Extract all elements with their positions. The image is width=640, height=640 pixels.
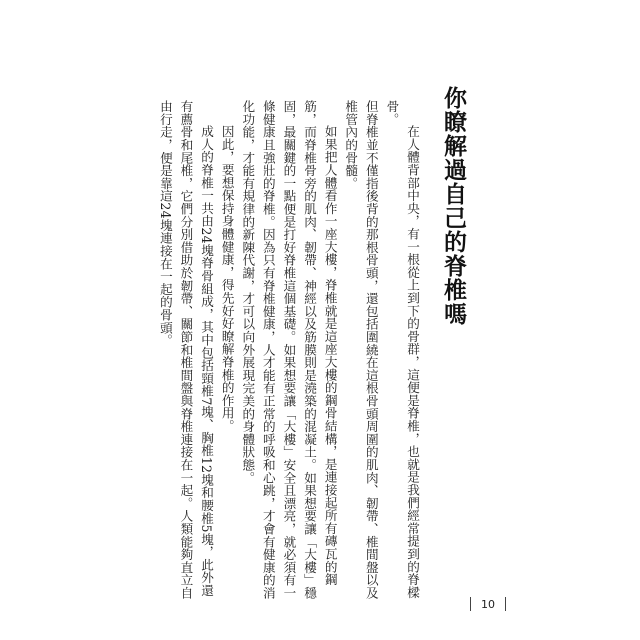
paragraph: 但脊椎並不僅指後背的那根骨頭，還包括圍繞在這根骨頭周圍的肌肉、韌帶、椎間盤以及椎管內的骨髓。 bbox=[343, 100, 379, 600]
paragraph: 因此，要想保持身體健康，得先好好瞭解脊椎的作用。 bbox=[219, 125, 235, 433]
page-number-footer bbox=[470, 597, 506, 611]
chapter-title: 你瞭解過自己的脊椎嗎 bbox=[440, 86, 466, 326]
folio-divider-left bbox=[470, 597, 471, 611]
paragraph: 成人的脊椎一共由24塊脊骨組成，其中包括頸椎7塊、胸椎12塊和腰椎5塊，此外還有薦骨和尾椎，它們分別借助於韌帶、關節和椎間盤與脊椎連接在一起。人類能夠直立自由行走，便是靠這24塊連接在一起的骨頭。 bbox=[157, 100, 215, 600]
folio-divider-right bbox=[505, 597, 506, 611]
page-number: 10 bbox=[481, 597, 495, 611]
paragraph: 在人體背部中央，有一根從上到下的骨群，這便是脊椎，也就是我們經常提到的脊樑骨。 bbox=[384, 100, 420, 599]
body-text bbox=[154, 100, 422, 600]
paragraph: 如果把人體看作一座大樓，脊椎就是這座大樓的鋼骨結構，是連接起所有磚瓦的鋼筋，而脊椎骨旁的肌肉、韌帶、神經以及筋膜則是澆築的混凝土。如果想要讓「大樓」穩固，最關鍵的一點便是打好脊椎這個基礎。如果想要讓「大樓」安全且漂亮，就必須有一條健康且強壯的脊椎。因為只有脊椎健康，人才能有正常的呼吸和心跳，才會有健康的消化功能，才能有規律的新陳代謝，才可以向外展現完美的身體狀態。 bbox=[240, 100, 338, 600]
